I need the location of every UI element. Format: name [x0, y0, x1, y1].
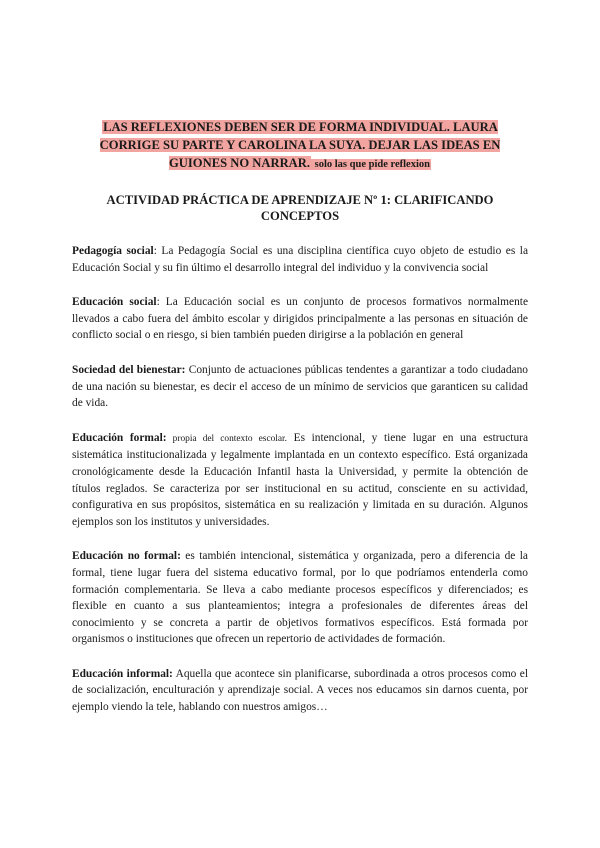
definition-term: Educación no formal: [72, 550, 181, 563]
definition-text: Conjunto de actuaciones públicas tendentes a garantizar a todo ciudadano de una nación su bienestar, es decir el acceso de un mínimo de servicios que garanticen su calidad de vida. [72, 363, 529, 410]
definition-text: Es intencional, y tiene lugar en una estructura sistemática institucionalizada y legalmente implantada en un contexto específico. Está organizada cronológicamente desde la Educación Infantil hasta la Universidad, y permite la obtención de títulos reglados. Se caracteriza por ser institucional en su actitud, consciente en su actividad, configurativa en sus propósitos, sistemática en su realización y limitada en su duración. Algunos ejemplos son los institutos y universidades. [72, 431, 529, 528]
definition-text: es también intencional, sistemática y organizada, pero a diferencia de la formal, tiene lugar fuera del sistema educativo formal, por lo que podríamos entenderla como formación complementaria. Se lleva a cabo mediante procesos específicos y diferenciados; es flexible en cuanto a sus planteamientos; integra a profesionales de diferentes áreas del conocimiento y se concreta a partir de objetivos formativos específicos. Está formada por organismos o instituciones que ofrecen un repertorio de actividades de formación. [72, 550, 528, 646]
definition-term: Educación social [72, 296, 157, 309]
definition-aside: propia del contexto escolar. [166, 433, 288, 444]
definition-educacion-formal [72, 430, 528, 531]
highlighted-instructions [72, 118, 528, 174]
definition-educacion-informal [72, 666, 528, 716]
definition-term: Educación formal: [72, 431, 167, 444]
definition-text: : La Pedagogía Social es una disciplina científica cuyo objeto de estudio es la Educación Social y su fin último el desarrollo integral del individuo y la convivencia social [72, 245, 529, 274]
definition-text: Aquella que acontece sin planificarse, subordinada a otros procesos como el de socialización, enculturación y aprendizaje social. A veces nos educamos sin darnos cuenta, por ejemplo viendo la tele, hablando con nuestros amigos… [72, 667, 528, 714]
activity-title: ACTIVIDAD PRÁCTICA DE APRENDIZAJE Nº 1: CLARIFICANDO CONCEPTOS [106, 193, 494, 223]
definition-pedagogia-social [72, 243, 528, 276]
instructions-main: LAS REFLEXIONES DEBEN SER DE FORMA INDIVIDUAL. LAURA CORRIGE SU PARTE Y CAROLINA LA SUYA. DEJAR LAS IDEAS EN GUIONES NO NARRAR. [99, 120, 501, 170]
instructions-note-text: solo las que pide reflexion [314, 159, 430, 170]
definition-term: Educación informal: [72, 667, 173, 680]
definition-educacion-no-formal [72, 548, 528, 648]
definition-text: : La Educación social es un conjunto de procesos formativos normalmente llevados a cabo fuera del ámbito escolar y dirigidos principalmente a las personas en situación de conflicto social o en riesgo, si bien también pueden dirigirse a la población en general [72, 296, 528, 342]
definition-term: Pedagogía social [72, 245, 154, 257]
instructions-note [311, 159, 431, 170]
definition-sociedad-bienestar [72, 362, 528, 412]
definition-term: Sociedad del bienestar: [72, 363, 186, 376]
definition-educacion-social [72, 294, 528, 344]
